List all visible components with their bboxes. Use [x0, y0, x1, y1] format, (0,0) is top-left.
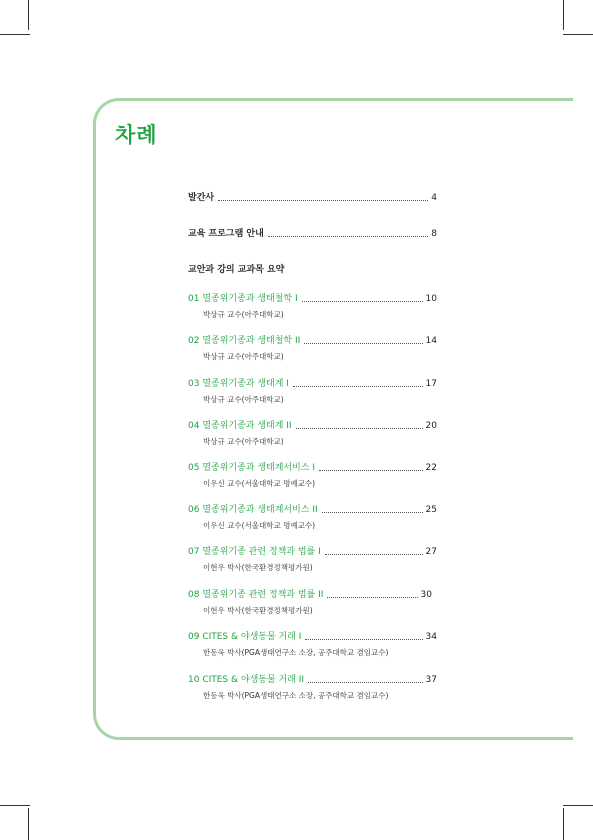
toc-entry-chapter[interactable] [188, 670, 437, 686]
page-title: 차례 [115, 123, 158, 147]
toc-entry-front[interactable] [188, 188, 437, 204]
dot-leader [325, 554, 423, 555]
toc-entry-label: 발간사 [188, 193, 215, 203]
chapter-author: 이현우 박사(한국환경정책평가원) [203, 563, 313, 572]
chapter-author: 박상규 교수(아주대학교) [203, 310, 284, 319]
toc-entry-label: 05 멸종위기종과 생태계서비스 I [188, 463, 316, 473]
toc-entry-label: 03 멸종위기종과 생태계 I [188, 379, 289, 389]
toc-entry-page: 17 [425, 379, 437, 389]
chapter-author: 한동욱 박사(PGA생태연구소 소장, 공주대학교 겸임교수) [203, 691, 389, 700]
toc-entry-label: 07 멸종위기종 관련 정책과 법률 I [188, 547, 321, 557]
section-heading: 교안과 강의 교과목 요약 [188, 265, 285, 275]
toc-entry-label: 08 멸종위기종 관련 정책과 법률 II [188, 590, 324, 600]
toc-entry-chapter[interactable] [188, 331, 437, 347]
toc-entry-page: 37 [425, 675, 437, 685]
toc-entry-chapter[interactable] [188, 289, 437, 305]
toc-entry-label: 교육 프로그램 안내 [188, 229, 264, 239]
toc-entry-page: 8 [431, 229, 437, 239]
toc-entry-page: 20 [425, 421, 437, 431]
toc-entry-label: 09 CITES & 야생동물 거래 I [188, 632, 302, 642]
chapter-author: 박상규 교수(아주대학교) [203, 352, 284, 361]
chapter-author: 이우신 교수(서울대학교 명예교수) [203, 479, 316, 488]
dot-leader [268, 236, 428, 237]
crop-mark-top-left-h [0, 34, 30, 35]
toc-entry-chapter[interactable] [188, 500, 437, 516]
dot-leader [302, 301, 423, 302]
toc-entry-label: 01 멸종위기종과 생태철학 I [188, 294, 298, 304]
toc-entry-page: 14 [425, 336, 437, 346]
crop-mark-bottom-right-h [563, 805, 593, 806]
chapter-author: 박상규 교수(아주대학교) [203, 395, 284, 404]
dot-leader [305, 639, 422, 640]
toc-entry-label: 10 CITES & 야생동물 거래 II [188, 675, 305, 685]
toc-entry-chapter[interactable] [188, 585, 432, 601]
toc-entry-page: 30 [420, 590, 432, 600]
toc-entry-page: 34 [425, 632, 437, 642]
toc-entry-chapter[interactable] [188, 374, 437, 390]
dot-leader [322, 512, 423, 513]
crop-mark-bottom-left-v [28, 808, 29, 840]
chapter-author: 이우신 교수(서울대학교 명예교수) [203, 521, 316, 530]
dot-leader [218, 200, 428, 201]
toc-entry-page: 27 [425, 547, 437, 557]
toc-entry-chapter[interactable] [188, 627, 437, 643]
crop-mark-top-right-h [563, 34, 593, 35]
toc-entry-front[interactable] [188, 224, 437, 240]
dot-leader [293, 386, 423, 387]
toc-entry-chapter[interactable] [188, 458, 437, 474]
toc-entry-chapter[interactable] [188, 542, 437, 558]
toc-entry-label: 06 멸종위기종과 생태계서비스 II [188, 505, 318, 515]
dot-leader [327, 597, 417, 598]
crop-mark-bottom-right-v [563, 808, 564, 840]
dot-leader [319, 470, 423, 471]
dot-leader [304, 343, 422, 344]
chapter-author: 이현우 박사(한국환경정책평가원) [203, 606, 313, 615]
crop-mark-top-right-v [563, 0, 564, 30]
crop-mark-top-left-v [28, 0, 29, 30]
crop-mark-bottom-left-h [0, 805, 30, 806]
chapter-author: 박상규 교수(아주대학교) [203, 437, 284, 446]
toc-entry-page: 22 [425, 463, 437, 473]
dot-leader [308, 682, 422, 683]
dot-leader [296, 428, 423, 429]
toc-entry-page: 10 [425, 294, 437, 304]
chapter-author: 한동욱 박사(PGA생태연구소 소장, 공주대학교 겸임교수) [203, 648, 389, 657]
toc-entry-page: 4 [431, 193, 437, 203]
toc-entry-chapter[interactable] [188, 416, 437, 432]
toc-entry-label: 04 멸종위기종과 생태계 II [188, 421, 292, 431]
toc-entry-page: 25 [425, 505, 437, 515]
toc-entry-label: 02 멸종위기종과 생태철학 II [188, 336, 301, 346]
